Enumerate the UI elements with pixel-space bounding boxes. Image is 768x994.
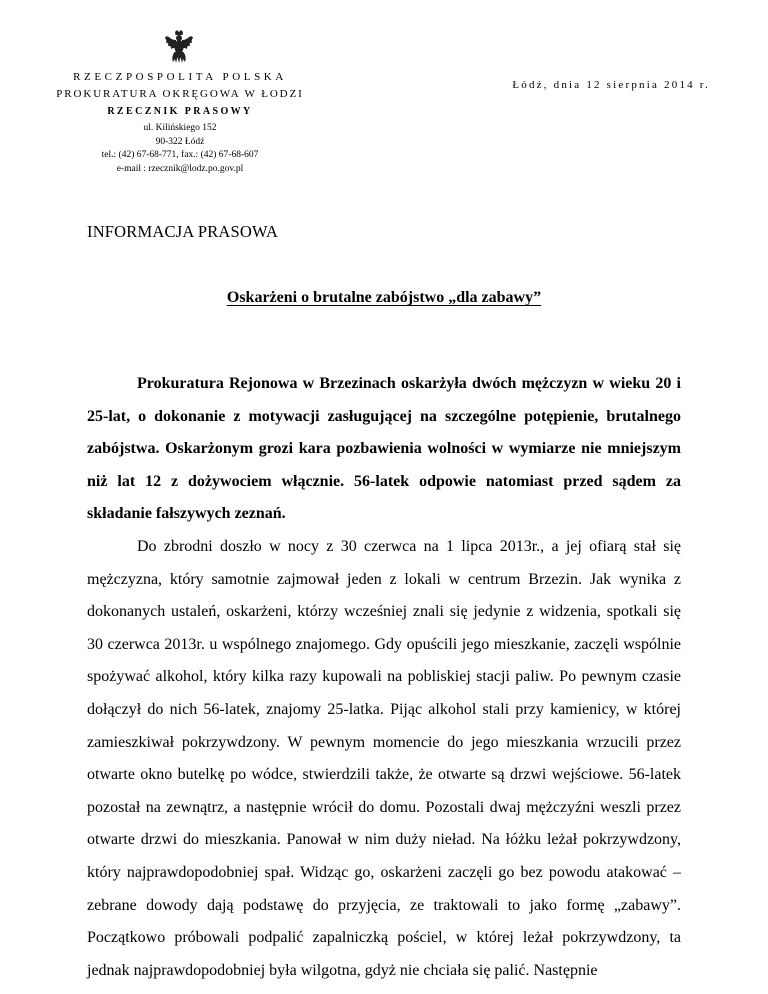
office-name-line1: RZECZPOSPOLITA POLSKA xyxy=(73,71,287,83)
date-line: Łódź, dnia 12 sierpnia 2014 r. xyxy=(512,79,710,91)
department-name: RZECZNIK PRASOWY xyxy=(107,106,253,117)
phone-fax: tel.: (42) 67-68-771, fax.: (42) 67-68-607 xyxy=(101,150,259,160)
address-city: 90-322 Łódź xyxy=(155,136,205,147)
lead-paragraph: Prokuratura Rejonowa w Brzezinach oskarżyła dwóch mężczyzn w wieku 20 i 25-lat, o dokonanie z motywacji zasługującej na szczególne potępienie, brutalnego zabójstwa. Oskarżonym grozi kara pozbawienia wolności w wymiarze nie mniejszym niż lat 12 z dożywociem włącznie. 56-latek odpowie natomiast przed sądem za składanie fałszywych zeznań. xyxy=(87,375,681,523)
office-name-line2: PROKURATURA OKRĘGOWA W ŁODZI xyxy=(56,88,304,100)
letterhead xyxy=(40,70,320,176)
document-type: INFORMACJA PRASOWA xyxy=(87,222,279,241)
address-street: ul. Kilińskiego 152 xyxy=(143,123,217,133)
polish-eagle-emblem-icon xyxy=(164,30,194,66)
press-release-body xyxy=(87,368,681,987)
headline-text: Oskarżeni o brutalne zabójstwo „dla zabawy” xyxy=(226,289,542,306)
email-address: e-mail : rzecznik@lodz.po.gov.pl xyxy=(116,163,244,174)
headline xyxy=(0,289,768,307)
body-paragraph: Do zbrodni doszło w nocy z 30 czerwca na 1 lipca 2013r., a jej ofiarą stał się mężczyzna, który samotnie zajmował jeden z lokali w centrum Brzezin. Jak wynika z dokonanych ustaleń, oskarżeni, którzy wcześniej znali się jedynie z widzenia, spotkali się 30 czerwca 2013r. u wspólnego znajomego. Gdy opuścili jego mieszkanie, zaczęli wspólnie spożywać alkohol, który kilka razy kupowali na pobliskiej stacji paliw. Po pewnym czasie dołączył do nich 56-latek, znajomy 25-latka. Pijąc alkohol stali przy kamienicy, w której zamieszkiwał pokrzywdzony. W pewnym momencie do jego mieszkania wrzucili przez otwarte okno butelkę po wódce, stwierdzili także, że otwarte są drzwi wejściowe. 56-latek pozostał na zewnątrz, a następnie wrócił do domu. Pozostali dwaj mężczyźni weszli przez otwarte drzwi do mieszkania. Panował w nim duży nieład. Na łóżku leżał pokrzywdzony, który najprawdopodobniej spał. Widząc go, oskarżeni zaczęli go bez powodu atakować – zebrane dowody dają podstawę do przyjęcia, ze traktowali to jako formę „zabawy”. Początkowo próbowali podpalić zapalniczką pościel, w której leżał pokrzywdzony, ta jednak najprawdopodobniej była wilgotna, gdyż nie chciała się palić. Następnie xyxy=(87,537,681,979)
